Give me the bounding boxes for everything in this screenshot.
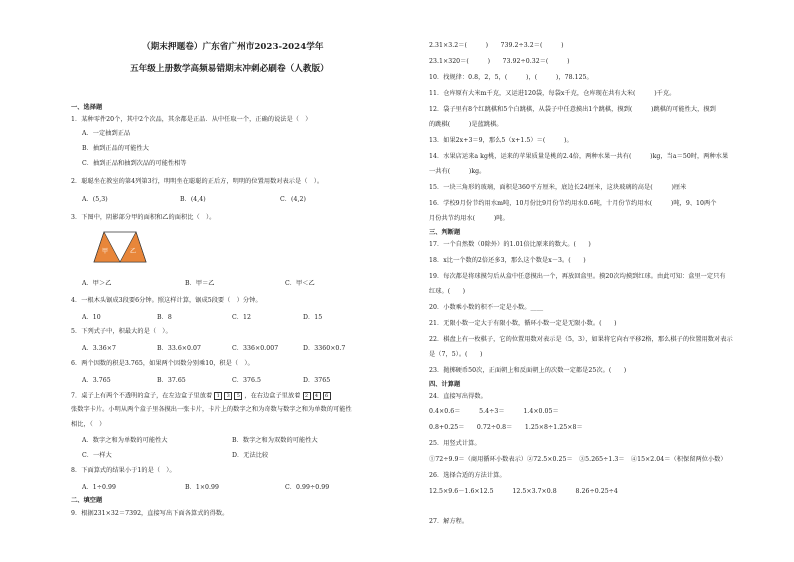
question-10: 10．找规律：0.8，2，5，( )，( )，78.125。 <box>429 74 593 81</box>
q6-option-a: A．3.765 <box>82 377 111 384</box>
q2-option-a: A．(5,3) <box>82 196 108 203</box>
q2-option-b: B．(4,4) <box>180 196 206 203</box>
label-jia: 甲 <box>102 248 109 255</box>
doc-title-line-1: （期末押题卷）广东省广州市2023-2024学年 <box>142 42 324 52</box>
right-page <box>397 0 794 562</box>
q7-text-b: ，在右边盒子里放着 <box>244 392 301 400</box>
q6-option-d: D．3765 <box>303 377 331 384</box>
q3-option-c: C．甲＜乙 <box>285 280 315 287</box>
question-24: 24．直接写出得数。 <box>429 393 487 400</box>
label-yi: 乙 <box>130 248 137 255</box>
card-left-1: 1 <box>214 392 222 400</box>
question-16-line-2: 月份共节约用水( )吨。 <box>429 215 509 222</box>
q1-option-a: A．一定抽到正品 <box>82 130 131 137</box>
q7-option-b: B．数字之和为双数的可能性大 <box>232 437 318 444</box>
question-7-line-1 <box>71 392 331 401</box>
card-right-1: 2 <box>303 392 311 400</box>
question-27: 27．解方程。 <box>429 518 469 525</box>
q1-option-c: C．抽到正品和抽到次品的可能性相等 <box>82 160 187 167</box>
q5-option-b: B．33.6×0.07 <box>157 345 202 352</box>
question-16-line-1: 16．学校9月份节约用水m吨，10月份比9月份节约用水0.6吨，十月份节约用水( )吨，9、10两个 <box>429 200 717 207</box>
q7-option-a: A．数字之和为单数的可能性大 <box>82 437 168 444</box>
q3-option-b: B．甲＝乙 <box>185 280 215 287</box>
question-21: 21．无限小数一定大于有限小数，循环小数一定是无限小数。( ) <box>429 320 617 327</box>
question-19-line-2: 红球。( ) <box>429 288 466 295</box>
q24-row-1: 0.4×0.6＝ 5.4÷3＝ 1.4×0.05＝ <box>429 408 559 415</box>
q8-option-b: B．1×0.99 <box>185 484 220 491</box>
card-right-3: 6 <box>323 392 331 400</box>
q7-option-d: D．无法比较 <box>232 452 269 459</box>
card-right-2: 4 <box>313 392 321 400</box>
q5-option-a: A．3.36×7 <box>82 345 116 352</box>
q2-option-c: C．(4,2) <box>280 196 306 203</box>
question-12-line-1: 12．袋子里有8个红跳棋和5个白跳棋，从袋子中任意摸出1个跳棋，摸到( )跳棋的可能性大，摸到 <box>429 106 716 113</box>
doc-title-line-2: 五年级上册数学高频易错期末冲刺必刷卷（人教版） <box>130 64 329 74</box>
question-26: 26．选择合适的方法计算。 <box>429 472 506 479</box>
q5-option-c: C．336×0.007 <box>232 345 279 352</box>
q6-option-c: C．376.5 <box>232 377 261 384</box>
question-22-line-1: 22．棋盘上有一枚棋子，它的位置用数对表示是（5，3），如果将它向右平移2格，那么棋子的位置用数对表示 <box>429 336 733 343</box>
question-17: 17．一个自然数（0除外）的1.01倍比原来的数大。( ) <box>429 241 591 248</box>
question-23: 23．抛掷硬币50次，正面朝上和反面朝上的次数一定都是25次。( ) <box>429 367 627 374</box>
q9-row-1: 2.31×3.2＝( ) 739.2÷3.2＝( ) <box>429 42 564 49</box>
q3-option-a: A．甲＞乙 <box>82 280 112 287</box>
q8-option-a: A．1÷0.99 <box>82 484 116 491</box>
q4-option-d: D．15 <box>303 314 323 321</box>
q4-option-b: B．8 <box>157 314 172 321</box>
q9-row-2: 23.1×320＝( ) 73.92÷0.32＝( ) <box>429 58 570 65</box>
question-7-line-3: 相比，（ ） <box>71 421 106 428</box>
question-3: 3．下图中，阴影部分甲的面积和乙的面积比（ ）。 <box>71 214 216 221</box>
q4-option-a: A．10 <box>82 314 101 321</box>
question-9: 9．根据231×32＝7392，直接写出下面各算式的得数。 <box>71 510 229 517</box>
question-25: 25．用竖式计算。 <box>429 440 481 447</box>
question-8: 8．下面算式的结果小于1的是（ ）。 <box>71 467 176 474</box>
question-11: 11．仓库原有大米m千克，又运进120袋，每袋x千克，仓库现在共有大米( )千克。 <box>429 90 676 97</box>
q26-row: 12.5×9.6－1.6×12.5 12.5×3.7×0.8 8.26÷0.25÷4 <box>429 488 618 495</box>
q6-option-b: B．37.65 <box>157 377 186 384</box>
trapezoid-figure <box>88 230 152 264</box>
section-heading-fill: 二、填空题 <box>71 497 103 504</box>
q7-option-c: C．一样大 <box>82 452 112 459</box>
section-heading-calc: 四、计算题 <box>429 381 461 388</box>
question-22-line-2: 是（7，5）。( ) <box>429 351 483 358</box>
section-heading-judge: 三、判断题 <box>429 229 461 236</box>
section-heading-choice: 一、选择题 <box>71 104 103 111</box>
q25-row: ①72÷9.9＝（商用循环小数表示）②72.5×0.25＝ ③5.265÷1.3＝ ④15×2.04＝（积保留两位小数） <box>429 456 727 463</box>
question-19-line-1: 19．每次都是将球摸匀后从盒中任意摸出一个，再放回盒里。摸20次均摸到红球。由此可知：盒里一定只有 <box>429 273 726 280</box>
q24-row-2: 0.8+0.25＝ 0.72÷0.8＝ 1.25×8÷1.25×8＝ <box>429 424 583 431</box>
question-20: 20．小数乘小数的积不一定是小数。____ <box>429 304 544 311</box>
question-13: 13．如果2x+3＝9，那么5（x+1.5）＝( )。 <box>429 137 573 144</box>
q4-option-c: C．12 <box>232 314 251 321</box>
question-12-line-2: 的跳棋( )是蓝跳棋。 <box>429 121 503 128</box>
question-2: 2．聪聪坐在教室的第4列第3行，明明坐在聪聪的正后方，明明的位置用数对表示是（ ）。 <box>71 178 324 185</box>
question-7-line-2: 张数字卡片。小明从两个盒子里各摸出一张卡片，卡片上的数字之和为奇数与数字之和为单数的可能性 <box>71 406 352 413</box>
question-1: 1．某种零件20个，其中2个次品，其余都是正品．从中任取一个，正确的说法是（ ） <box>71 116 312 123</box>
q5-option-d: D．3360×0.7 <box>303 345 346 352</box>
q1-option-b: B．抽到正品的可能性大 <box>82 145 149 152</box>
question-4: 4．一根木头锯成3段要6分钟。照这样计算，锯成5段要（ ）分钟。 <box>71 297 262 304</box>
q7-text-a: 7．桌子上有两个不透明的盒子，在左边盒子里放着 <box>71 392 213 400</box>
question-5: 5．下列式子中，积最大的是（ ）。 <box>71 328 172 335</box>
question-18: 18．x比一个数的2倍还多3，那么这个数是x－3。( ) <box>429 257 586 264</box>
question-15: 15．一块三角形的玻璃，面积是360平方厘米，底边长24厘米，这块玻璃的高是( )厘米 <box>429 184 687 191</box>
card-left-2: 3 <box>224 392 232 400</box>
question-14-line-1: 14．水果店运来a kg桃，运来的苹果质量是桃的2.4倍，两种水果一共有( )kg，当a＝50时，两种水果 <box>429 153 729 160</box>
card-left-3: 5 <box>234 392 242 400</box>
question-14-line-2: 一共有( )kg。 <box>429 168 486 175</box>
q8-option-c: C．0.99÷0.99 <box>285 484 330 491</box>
question-6: 6．两个因数的积是3.765，如果两个因数分别乘10，积是（ ）。 <box>71 360 254 367</box>
